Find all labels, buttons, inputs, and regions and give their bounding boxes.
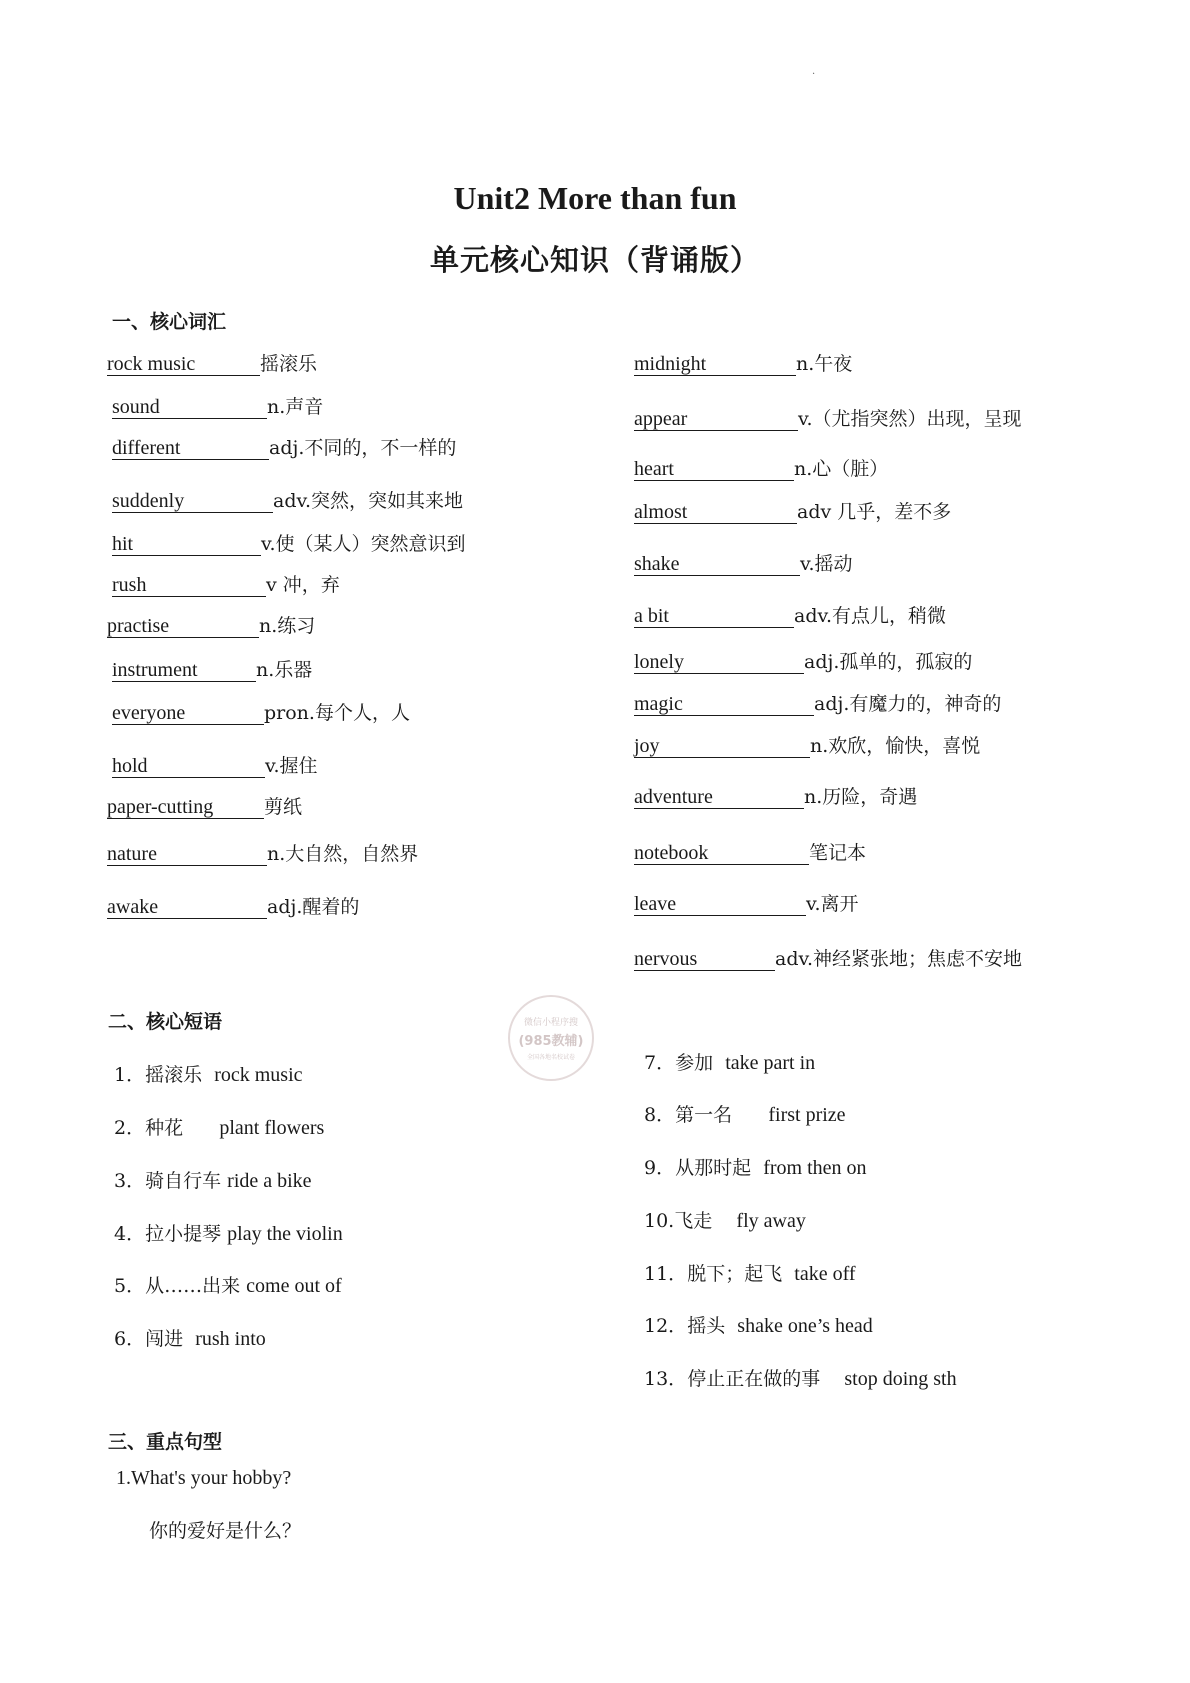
vocab-meaning: n.练习 xyxy=(259,615,316,637)
phrase-item xyxy=(644,1100,846,1127)
sentence-en xyxy=(116,1467,291,1490)
vocab-word: everyone xyxy=(112,702,264,725)
vocab-word: instrument xyxy=(112,659,256,682)
phrase-item xyxy=(114,1219,343,1246)
vocab-word: rush xyxy=(112,574,266,597)
vocab-word: magic xyxy=(634,693,814,716)
vocab-word: practise xyxy=(107,615,259,638)
vocab-meaning: n.欢欣，愉快，喜悦 xyxy=(810,735,981,757)
vocab-word: midnight xyxy=(634,353,796,376)
phrase-item xyxy=(114,1113,324,1140)
vocab-item xyxy=(112,698,410,725)
vocab-item xyxy=(107,892,359,919)
watermark-stamp xyxy=(508,995,594,1081)
vocab-word: adventure xyxy=(634,786,804,809)
phrase-cn: 从那时起 xyxy=(675,1157,752,1179)
phrase-num: 7． xyxy=(644,1052,676,1074)
phrase-heading: 二、核心短语 xyxy=(108,1011,223,1033)
vocab-item xyxy=(634,647,972,674)
phrase-num: 9． xyxy=(644,1157,676,1179)
vocab-meaning: v.握住 xyxy=(265,755,318,777)
vocab-word: hold xyxy=(112,755,265,778)
phrase-num: 1． xyxy=(114,1064,146,1086)
vocab-word: heart xyxy=(634,458,794,481)
vocab-meaning: n.历险，奇遇 xyxy=(804,786,918,808)
vocab-word: a bit xyxy=(634,605,794,628)
vocab-meaning: n.声音 xyxy=(267,396,324,418)
phrase-cn: 第一名 xyxy=(675,1104,733,1126)
vocab-item xyxy=(107,349,317,376)
vocab-item xyxy=(634,454,888,481)
phrase-item xyxy=(644,1048,815,1075)
vocab-item xyxy=(107,839,418,866)
vocab-item xyxy=(107,792,302,819)
stamp-line3: 全国各地名校试卷 xyxy=(526,1054,575,1061)
vocab-meaning: adv.神经紧张地；焦虑不安地 xyxy=(775,948,1023,970)
phrase-cn: 停止正在做的事 xyxy=(687,1368,821,1390)
vocab-heading: 一、核心词汇 xyxy=(112,311,227,333)
vocab-word: nervous xyxy=(634,948,775,971)
vocab-word: appear xyxy=(634,408,798,431)
vocab-item xyxy=(634,549,853,576)
vocab-item xyxy=(634,889,859,916)
vocab-item xyxy=(112,529,466,556)
vocab-meaning: v.离开 xyxy=(806,893,859,915)
phrase-en: plant flowers xyxy=(219,1117,325,1139)
phrase-item xyxy=(114,1060,303,1087)
vocab-item xyxy=(112,433,456,460)
phrase-en: play the violin xyxy=(227,1223,343,1245)
vocab-item xyxy=(634,944,1022,971)
phrase-cn: 摇滚乐 xyxy=(145,1064,203,1086)
vocab-meaning: adv.有点儿，稍微 xyxy=(794,605,947,627)
phrase-num: 12． xyxy=(644,1315,688,1337)
phrase-item xyxy=(644,1311,873,1338)
vocab-meaning: pron.每个人，人 xyxy=(264,702,410,724)
phrase-num: 13． xyxy=(644,1368,688,1390)
vocab-word: hit xyxy=(112,533,261,556)
vocab-meaning: v.（尤指突然）出现，呈现 xyxy=(798,408,1022,430)
vocab-word: suddenly xyxy=(112,490,273,513)
phrase-cn: 脱下；起飞 xyxy=(687,1263,783,1285)
sentence-en-text: 1.What's your hobby? xyxy=(116,1467,292,1489)
vocab-item xyxy=(634,349,852,376)
phrase-en: stop doing sth xyxy=(844,1368,957,1390)
phrase-item xyxy=(114,1324,266,1351)
vocab-item xyxy=(634,601,946,628)
phrase-en: rush into xyxy=(195,1328,266,1350)
vocab-word: sound xyxy=(112,396,267,419)
phrase-en: shake one’s head xyxy=(737,1315,873,1337)
phrase-item xyxy=(644,1364,957,1391)
phrase-num: 8． xyxy=(644,1104,676,1126)
phrase-en: take off xyxy=(794,1263,856,1285)
vocab-item xyxy=(634,497,951,524)
vocab-word: rock music xyxy=(107,353,260,376)
phrase-item xyxy=(644,1259,856,1286)
vocab-meaning: v 冲，弃 xyxy=(266,574,340,596)
vocab-word: lonely xyxy=(634,651,804,674)
vocab-item xyxy=(112,655,312,682)
vocab-meaning: 剪纸 xyxy=(264,796,303,818)
sentence-cn xyxy=(149,1516,301,1543)
vocab-meaning: adj.有魔力的，神奇的 xyxy=(814,693,1002,715)
vocab-meaning: v.使（某人）突然意识到 xyxy=(261,533,466,555)
phrase-cn: 拉小提琴 xyxy=(145,1223,222,1245)
vocab-item xyxy=(634,404,1022,431)
phrase-cn: 骑自行车 xyxy=(145,1170,222,1192)
phrase-cn: 从……出来 xyxy=(145,1275,241,1297)
sentence-cn-text: 你的爱好是什么？ xyxy=(149,1520,302,1542)
page-title-en: Unit2 More than fun xyxy=(453,180,737,216)
phrase-num: 2． xyxy=(114,1117,146,1139)
vocab-word: shake xyxy=(634,553,800,576)
phrase-en: from then on xyxy=(763,1157,867,1179)
vocab-meaning: v.摇动 xyxy=(800,553,853,575)
vocab-item xyxy=(112,751,318,778)
vocab-word: almost xyxy=(634,501,797,524)
vocab-word: joy xyxy=(634,735,810,758)
phrase-en: take part in xyxy=(725,1052,816,1074)
phrase-num: 10. xyxy=(644,1210,675,1232)
vocab-meaning: 笔记本 xyxy=(809,842,867,864)
stamp-line1: 微信小程序搜 xyxy=(523,1018,578,1028)
phrase-cn: 飞走 xyxy=(674,1210,713,1232)
phrase-item xyxy=(644,1206,806,1233)
vocab-meaning: n.午夜 xyxy=(796,353,853,375)
phrase-item xyxy=(114,1271,342,1298)
vocab-item xyxy=(112,392,323,419)
phrase-num: 3． xyxy=(114,1170,146,1192)
vocab-item xyxy=(634,782,917,809)
phrase-num: 6． xyxy=(114,1328,146,1350)
stamp-line2: (985教辅) xyxy=(518,1034,584,1049)
vocab-word: notebook xyxy=(634,842,809,865)
phrase-cn: 种花 xyxy=(145,1117,184,1139)
vocab-meaning: n.心（脏） xyxy=(794,458,889,480)
phrase-num: 5． xyxy=(114,1275,146,1297)
vocab-word: different xyxy=(112,437,269,460)
vocab-item xyxy=(634,838,866,865)
sentence-heading: 三、重点句型 xyxy=(108,1431,223,1453)
phrase-en: ride a bike xyxy=(227,1170,312,1192)
phrase-en: rock music xyxy=(214,1064,303,1086)
vocab-meaning: adj.不同的，不一样的 xyxy=(269,437,457,459)
vocab-item xyxy=(634,689,1001,716)
phrase-en: come out of xyxy=(246,1275,342,1297)
phrase-en: first prize xyxy=(768,1104,846,1126)
vocab-item xyxy=(634,731,980,758)
phrase-item xyxy=(644,1153,867,1180)
page-title-cn: 单元核心知识（背诵版） xyxy=(429,243,760,277)
vocab-meaning: n.大自然，自然界 xyxy=(267,843,419,865)
phrase-num: 11． xyxy=(644,1263,688,1285)
vocab-item xyxy=(107,611,315,638)
vocab-word: awake xyxy=(107,896,267,919)
page-mark: . xyxy=(812,66,816,77)
phrase-cn: 闯进 xyxy=(145,1328,184,1350)
vocab-word: paper-cutting xyxy=(107,796,264,819)
phrase-cn: 参加 xyxy=(675,1052,714,1074)
vocab-word: nature xyxy=(107,843,267,866)
vocab-item xyxy=(112,486,463,513)
vocab-word: leave xyxy=(634,893,806,916)
vocab-meaning: adv.突然，突如其来地 xyxy=(273,490,464,512)
vocab-meaning: adj.孤单的，孤寂的 xyxy=(804,651,973,673)
phrase-num: 4． xyxy=(114,1223,146,1245)
phrase-item xyxy=(114,1166,312,1193)
vocab-meaning: 摇滚乐 xyxy=(260,353,318,375)
vocab-meaning: n.乐器 xyxy=(256,659,313,681)
vocab-meaning: adj.醒着的 xyxy=(267,896,360,918)
phrase-en: fly away xyxy=(736,1210,806,1232)
vocab-meaning: adv 几乎，差不多 xyxy=(797,501,952,523)
phrase-cn: 摇头 xyxy=(687,1315,726,1337)
vocab-item xyxy=(112,570,340,597)
